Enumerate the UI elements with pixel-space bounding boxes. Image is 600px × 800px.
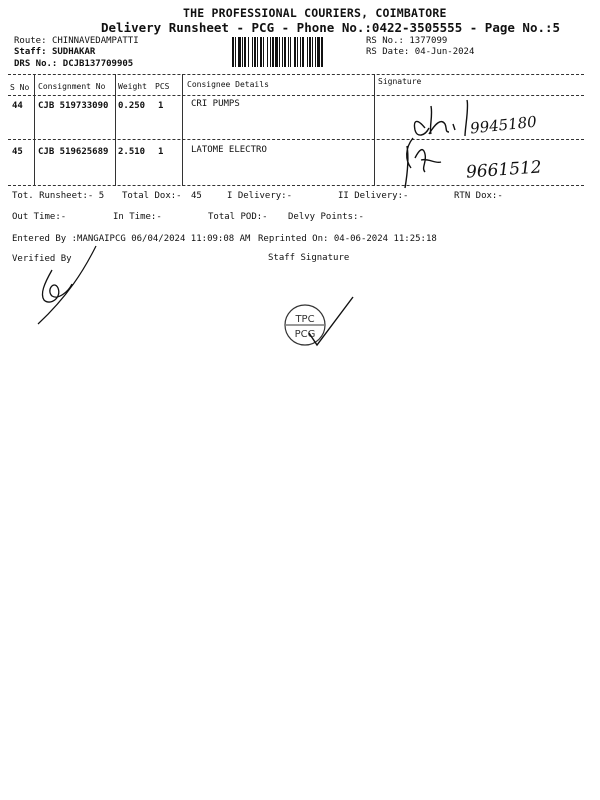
table-bottom-rule <box>8 185 584 186</box>
rs-date-value: 04-Jun-2024 <box>414 47 475 57</box>
table-row-pcs: 1 <box>158 101 164 111</box>
ii-delivery: II Delivery:- <box>338 191 409 201</box>
drs-value: DCJB137709905 <box>62 59 134 69</box>
table-row-weight: 0.250 <box>118 101 146 111</box>
rs-no-value: 1377099 <box>409 36 448 46</box>
col-header-pcs: PCS <box>155 82 170 91</box>
entered-by: Entered By :MANGAIPCG 06/04/2024 11:09:08 AM <box>12 234 251 244</box>
i-delivery: I Delivery:- <box>227 191 293 201</box>
col-header-consignee: Consignee Details <box>187 80 269 89</box>
verified-signature <box>28 240 108 330</box>
runsheet-subtitle: Delivery Runsheet - PCG - Phone No.:0422-3505555 - Page No.:5 <box>101 20 561 35</box>
table-row-consignee: LATOME ELECTRO <box>191 145 267 155</box>
table-top-rule <box>8 74 584 75</box>
table-row-sno: 45 <box>12 147 23 157</box>
table-row-consignment: CJB 519733090 <box>38 101 109 111</box>
table-row-sno: 44 <box>12 101 23 111</box>
total-dox-value: 45 <box>191 191 202 201</box>
staff-signature-label: Staff Signature <box>268 253 350 263</box>
rs-date-row <box>366 47 474 57</box>
table-row-weight: 2.510 <box>118 147 146 157</box>
signature-scribble <box>395 88 475 198</box>
out-time: Out Time:- <box>12 212 67 222</box>
col-divider <box>374 74 375 186</box>
table-header-rule <box>8 95 584 96</box>
col-header-sno: S No <box>10 83 30 92</box>
in-time: In Time:- <box>113 212 162 222</box>
col-header-weight: Weight <box>118 82 147 91</box>
barcode <box>232 37 357 67</box>
table-row-consignment: CJB 519625689 <box>38 147 109 157</box>
total-pod: Total POD:- <box>208 212 268 222</box>
col-divider <box>182 74 183 186</box>
total-dox-label: Total Dox:- <box>122 191 182 201</box>
rs-no-row <box>366 36 447 46</box>
handwritten-phone: 9945180 <box>469 112 538 138</box>
handwritten-phone: 9661512 <box>465 157 543 183</box>
col-divider <box>34 74 35 186</box>
rtn-dox: RTN Dox:- <box>454 191 503 201</box>
drs-row <box>14 59 133 69</box>
col-divider <box>115 74 116 186</box>
tot-runsheet: Tot. Runsheet:- 5 <box>12 191 105 201</box>
staff-label: Staff: <box>14 47 47 57</box>
company-stamp <box>283 297 355 355</box>
table-row-consignee: CRI PUMPS <box>191 99 240 109</box>
rs-date-label: RS Date: <box>366 47 410 57</box>
verified-by-label: Verified By <box>12 254 72 264</box>
table-row-pcs: 1 <box>158 147 164 157</box>
staff-value: SUDHAKAR <box>51 47 96 57</box>
delvy-points: Delvy Points:- <box>288 212 364 222</box>
route-value: CHINNAVEDAMPATTI <box>51 36 139 46</box>
col-header-consignment: Consignment No <box>38 82 106 91</box>
route-row <box>14 36 139 46</box>
row-divider <box>8 139 584 140</box>
col-header-signature: Signature <box>378 77 422 86</box>
route-label: Route: <box>14 36 47 46</box>
reprinted-on: Reprinted On: 04-06-2024 11:25:18 <box>258 234 437 244</box>
stamp-bottom-text: PCG <box>294 329 316 340</box>
stamp-top-text: TPC <box>295 314 315 325</box>
company-title: THE PROFESSIONAL COURIERS, COIMBATORE <box>183 6 447 20</box>
drs-label: DRS No.: <box>14 59 58 69</box>
staff-row <box>14 47 95 57</box>
rs-no-label: RS No.: <box>366 36 404 46</box>
